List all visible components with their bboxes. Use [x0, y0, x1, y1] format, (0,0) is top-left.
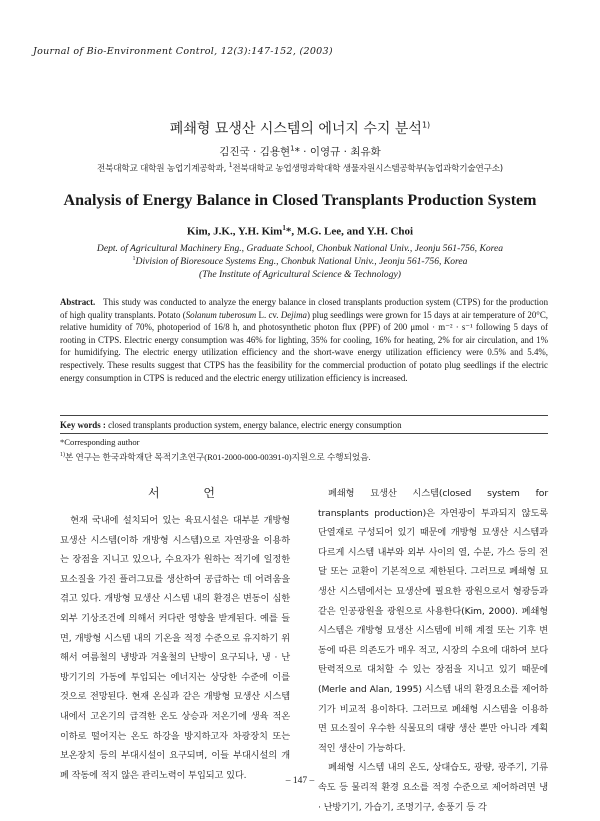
dept-line-2: $^1$Division of Bioresouce Systems Eng., Chonbuk National Univ., Jeonju 561-756, Korea [132, 256, 468, 268]
funding-note: $^{1)}$본 연구는 한국과학재단 목적기초연구(R01-2000-000-00391-0)지원으로 수행되었음. [60, 451, 371, 462]
korean-authors: 김진국 · 김용현$^1$* · 이영규 · 최유화 [219, 144, 381, 158]
dept-line-3: (The Institute of Agricultural Science & Technology) [199, 269, 401, 280]
intro-paragraph-3: 폐쇄형 시스템 내의 온도, 상대습도, 광량, 광주기, 기류속도 등 물리적 환경 요소를 적정 수준으로 제어하려면 냉 · 난방기기, 가습기, 조명기구, 송풍기 등 각 [318, 762, 548, 813]
dept-line-1: Dept. of Agricultural Machinery Eng., Graduate School, Chonbuk National Univ., Jeonju 561-756, Korea [96, 243, 504, 254]
english-authors: Kim, J.K., Y.H. Kim$^1$*, M.G. Lee, and Y.H. Choi [186, 224, 414, 238]
intro-paragraph-1: 현재 국내에 설치되어 있는 육묘시설은 대부분 개방형 묘생산 시스템(이하 개방형 시스템)으로 자연광을 이용하는 장점을 지니고 있으나, 수요자가 원하는 적기에 일정한 묘소질을 가진 플러그묘를 생산하여 공급하는 데 어려움을 겪고 있다. 개방형 묘생산 시스템 내의 환경은 변동이 심한 외부 기상조건에 의해서 커다란 영향을 받게된다. 예를 들면, 개방형 시스템 내의 기온을 적정 수준으로 유지하기 위해서 여름철의 냉방과 겨울철의 난방이 요구되나, 냉 · 난방기기의 가동에 투입되는 에너지는 상당한 수준에 이를 것으로 전망된다. 현재 온실과 같은 개방형 묘생산 시스템 내에서 고온기의 급격한 온도 상승과 저온기에 생육 적온 이하로 떨어지는 온도 하강을 방지하고자 차광장치 또는 보온장치 등의 부대시설이 요구되며, 이들 부대시설의 개폐 작동에 적지 않은 관리노력이 투입되고 있다. [60, 515, 290, 781]
right-column [318, 484, 548, 817]
section-heading-introduction: 서 언 [148, 486, 235, 500]
keywords: Key words : closed transplants production system, energy balance, electric energy consumption [60, 420, 402, 430]
english-title: Analysis of Energy Balance in Closed Transplants Production System [63, 192, 537, 209]
korean-affiliation: 전북대학교 대학원 농업기계공학과, $^1$전북대학교 농업생명과학대학 생물자원시스템공학부(농업과학기술연구소) [97, 162, 503, 174]
corresponding-author-note: *Corresponding author [60, 437, 140, 447]
journal-citation: Journal of Bio-Environment Control, 12(3):147-152, (2003) [33, 46, 333, 57]
footnotes [60, 436, 548, 463]
abstract: Abstract. This study was conducted to analyze the energy balance in closed transplants production system (CTPS) for the production of high quality transplants. Potato (Solanum tuberosum L. cv. Dejima) plug seedlings were grown for 15 days at air temperature of 20°C, relative humidity of 70%, photoperiod of 16/8 h, and photosynthetic photon flux (PPF) of 200 μmol · m⁻² · s⁻¹ following 5 days of rooting in CTPS. Electric energy consumption was 46% for lighting, 35% for cooling, 16% for heating, 2% for air circulation, and 1% for humidifying. The electric energy utilization efficiency and the short-wave energy utilization efficiency were 0.5% and 5.4%, respectively. These results suggest that CTPS has the feasibility for the commercial production of potato plug seedlings if the electric energy consumption in CTPS is reduced and the electric energy utilization efficiency is increased. [60, 297, 549, 383]
left-column [60, 511, 290, 785]
intro-paragraph-2: 폐쇄형 묘생산 시스템(closed system for transplants production)은 자연광이 투과되지 않도록 단열재로 구성되어 있기 때문에 개방형 묘생산 시스템과 다르게 시스템 내부와 외부 사이의 열, 수분, 가스 등의 전달 또는 교환이 기본적으로 제한된다. 그러므로 폐쇄형 묘생산 시스템에서는 묘생산에 필요한 광원으로서 형광등과 같은 인공광원을 광원으로 사용한다(Kim, 2000). 폐쇄형 시스템은 개방형 묘생산 시스템에 비해 계절 또는 기후 변동에 따른 의존도가 매우 적고, 시장의 수요에 대하여 보다 탄력적으로 대처할 수 있는 장점을 지니고 있기 때문에(Merle and Alan, 1995) 시스템 내의 환경요소를 제어하기가 비교적 용이하다. 그러므로 폐쇄형 시스템을 이용하면 묘소질이 우수한 식물묘의 대량 생산 뿐만 아니라 계획적인 생산이 가능하다. [318, 488, 548, 754]
keywords-bottom-rule [60, 433, 548, 434]
abstract-label: Abstract. [60, 297, 96, 307]
keywords-top-rule [60, 415, 548, 416]
korean-title: 폐쇄형 묘생산 시스템의 에너지 수지 분석$^{1)}$ [169, 120, 431, 137]
page-number: – 147 – [285, 776, 315, 786]
